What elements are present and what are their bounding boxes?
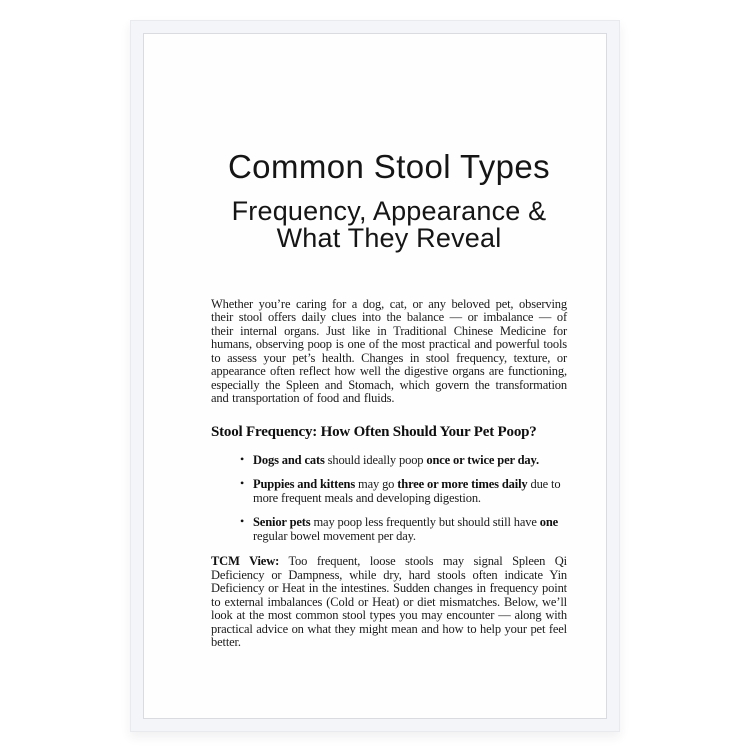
list-item-text: Dogs and cats should ideally poop once or twice per day. — [253, 452, 539, 467]
tcm-paragraph: TCM View: Too frequent, loose stools may signal Spleen Qi Deficiency or Dampness, while dry, hard stools often indicate Yin Deficiency or Heat in the intestines. Sudden changes in frequency point to external imbalances (Cold or Heat) or diet mismatches. Below, we’ll look at the most common stool types you may encounter — along with practical advice on what they might mean and how to help your pet feel better. — [211, 554, 567, 650]
bullet-icon: • — [240, 476, 245, 491]
page-subtitle: Frequency, Appearance & What They Reveal — [231, 195, 547, 253]
list-item — [211, 478, 567, 505]
document-page — [143, 33, 607, 719]
bullet-icon: • — [240, 451, 245, 466]
page-title: Common Stool Types — [227, 148, 551, 185]
section-heading: Stool Frequency: How Often Should Your Pet Poop? — [211, 423, 537, 440]
list-item-text: Puppies and kittens may go three or more times daily due to more frequent meals and developing digestion. — [253, 477, 561, 505]
poster-frame — [130, 20, 620, 732]
intro-paragraph: Whether you’re caring for a dog, cat, or any beloved pet, observing their stool offers daily clues into the balance — or imbalance — of their internal organs. Just like in Traditional Chinese Medicine for humans, observing poop is one of the most practical and powerful tools to assess your pet’s health. Changes in stool frequency, texture, or appearance often reflect how well the digestive organs are functioning, especially the Spleen and Stomach, which govern the transformation and transportation of food and fluids. — [211, 296, 567, 406]
bullet-icon: • — [240, 514, 245, 529]
list-item-text: Senior pets may poop less frequently but should still have one regular bowel movement per day. — [253, 515, 559, 543]
list-item — [211, 451, 567, 468]
bullet-list — [211, 451, 567, 544]
list-item — [211, 516, 567, 543]
